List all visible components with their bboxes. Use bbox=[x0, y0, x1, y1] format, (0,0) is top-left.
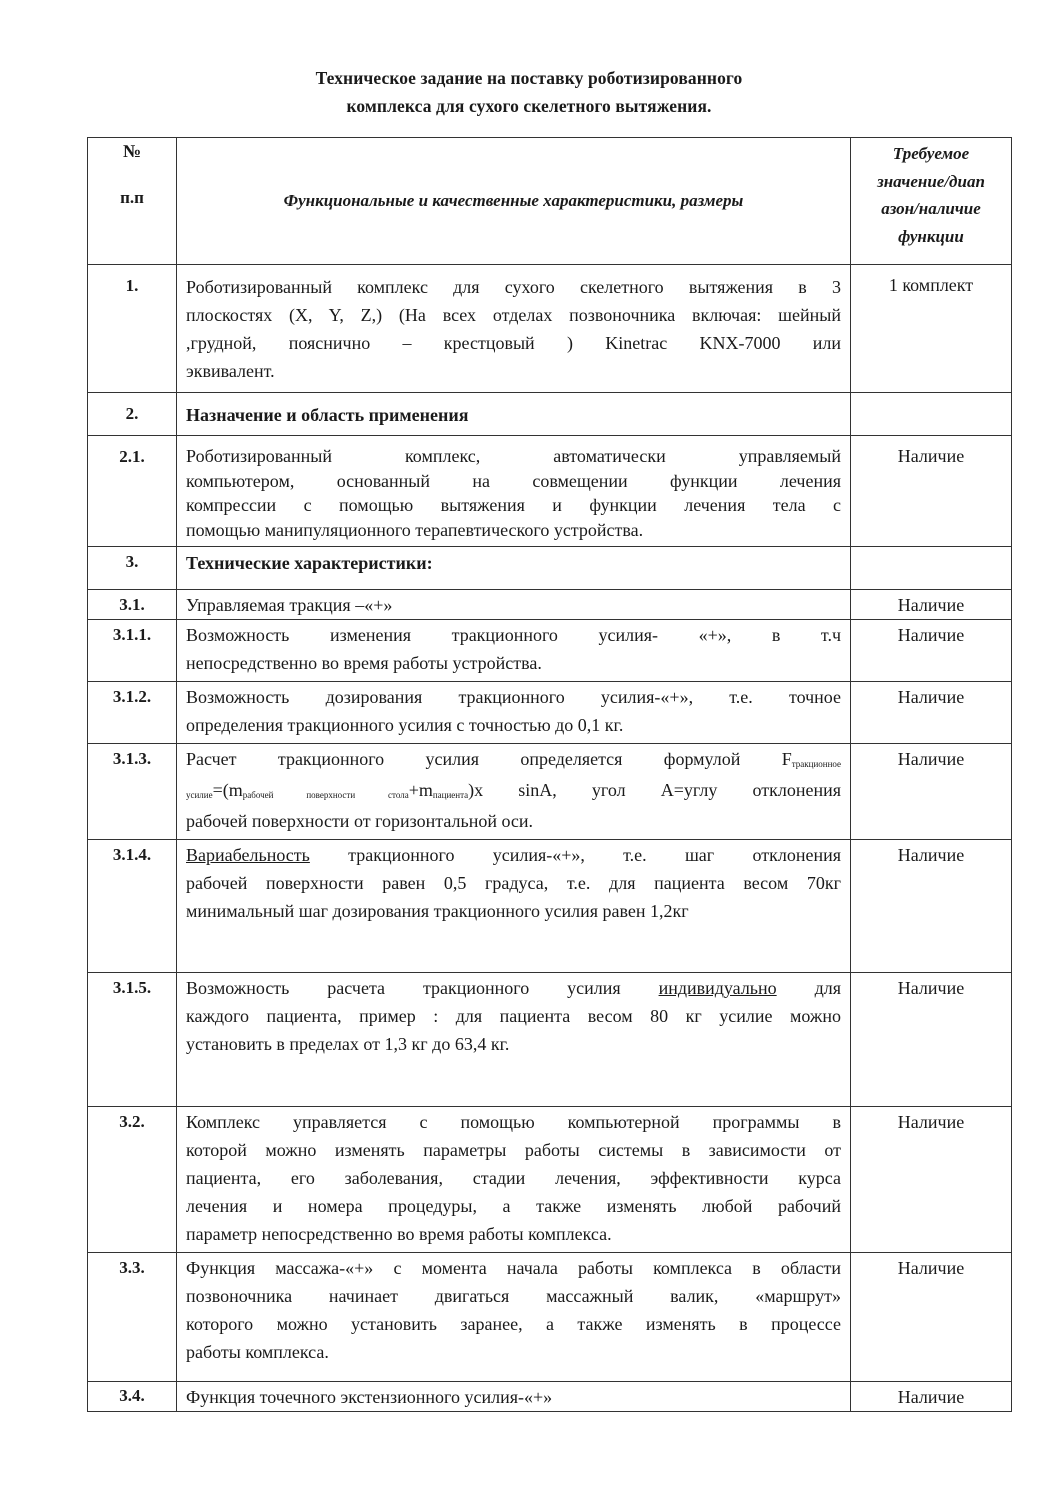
row-number: 3.1.3. bbox=[88, 744, 177, 840]
table-row bbox=[88, 1107, 1012, 1253]
row-description: Роботизированный комплекс для сухого скелетного вытяжения в 3 плоскостях (X, Y, Z,) (На всех отделах позвоночника включая: шейный ,грудной, пояснично – крестцовый ) Kinetrac KNX-7000 или эквивалент. bbox=[177, 265, 851, 393]
row-description-formula: Расчет тракционного усилия определяется формулой Fтракционное усилие=(mрабочей поверхности стола+mпациента)x sinA, угол А=углу отклонения рабочей поверхности от горизонтальной оси. bbox=[177, 744, 851, 840]
row-value bbox=[851, 547, 1012, 590]
row-description: Комплекс управляется с помощью компьютерной программы в которой можно изменять параметры работы системы в зависимости от пациента, его заболевания, стадии лечения, эффективности курса лечения и номера процедуры, а также изменять любой рабочий параметр непосредственно во время работы комплекса. bbox=[177, 1107, 851, 1253]
table-row bbox=[88, 265, 1012, 393]
row-number: 3.1.4. bbox=[88, 840, 177, 973]
table-row bbox=[88, 1382, 1012, 1412]
row-description: Функция точечного экстензионного усилия-«+» bbox=[177, 1382, 851, 1412]
header-description: Функциональные и качественные характеристики, размеры bbox=[177, 138, 851, 265]
row-number: 3.1.5. bbox=[88, 973, 177, 1107]
table-row-section bbox=[88, 393, 1012, 436]
row-description: Вариабельность тракционного усилия-«+», т.е. шаг отклонения рабочей поверхности равен 0,5 градуса, т.е. для пациента весом 70кг минимальный шаг дозирования тракционного усилия равен 1,2кг bbox=[177, 840, 851, 973]
row-value bbox=[851, 393, 1012, 436]
row-value: Наличие bbox=[851, 620, 1012, 682]
title-line-2: комплекса для сухого скелетного вытяжения. bbox=[346, 96, 712, 116]
row-value: Наличие bbox=[851, 1253, 1012, 1382]
row-number: 2. bbox=[88, 393, 177, 436]
row-number: 3.1.2. bbox=[88, 682, 177, 744]
row-value: Наличие bbox=[851, 682, 1012, 744]
underlined-term: индивидуально bbox=[658, 978, 777, 998]
row-value: Наличие bbox=[851, 436, 1012, 547]
table-header-row bbox=[88, 138, 1012, 265]
row-value: Наличие bbox=[851, 744, 1012, 840]
row-description: Функция массажа-«+» с момента начала работы комплекса в области позвоночника начинает двигаться массажный валик, «маршрут» которого можно установить заранее, а также изменять в процессе работы комплекса. bbox=[177, 1253, 851, 1382]
section-heading: Назначение и область применения bbox=[177, 393, 851, 436]
row-description: Возможность изменения тракционного усилия- «+», в т.ч непосредственно во время работы устройства. bbox=[177, 620, 851, 682]
row-description: Управляемая тракция –«+» bbox=[177, 590, 851, 620]
document-title bbox=[0, 64, 1058, 120]
row-value: Наличие bbox=[851, 590, 1012, 620]
table-row bbox=[88, 744, 1012, 840]
title-line-1: Техническое задание на поставку роботизированного bbox=[315, 68, 743, 88]
table-row bbox=[88, 682, 1012, 744]
row-number: 3.3. bbox=[88, 1253, 177, 1382]
section-heading: Технические характеристики: bbox=[177, 547, 851, 590]
row-number: 3.2. bbox=[88, 1107, 177, 1253]
row-value: Наличие bbox=[851, 1107, 1012, 1253]
row-number: 3.1.1. bbox=[88, 620, 177, 682]
row-value: 1 комплект bbox=[851, 265, 1012, 393]
table-row bbox=[88, 590, 1012, 620]
table-row bbox=[88, 1253, 1012, 1382]
row-value: Наличие bbox=[851, 840, 1012, 973]
underlined-term: Вариабельность bbox=[186, 845, 310, 865]
row-description: Возможность дозирования тракционного усилия-«+», т.е. точное определения тракционного усилия с точностью до 0,1 кг. bbox=[177, 682, 851, 744]
table-row-section bbox=[88, 547, 1012, 590]
table-row bbox=[88, 973, 1012, 1107]
table-row bbox=[88, 436, 1012, 547]
row-number: 2.1. bbox=[88, 436, 177, 547]
row-value: Наличие bbox=[851, 1382, 1012, 1412]
row-number: 3. bbox=[88, 547, 177, 590]
table-row bbox=[88, 840, 1012, 973]
header-number: № п.п bbox=[88, 138, 177, 265]
row-value: Наличие bbox=[851, 973, 1012, 1107]
table-row bbox=[88, 620, 1012, 682]
row-number: 3.4. bbox=[88, 1382, 177, 1412]
row-number: 1. bbox=[88, 265, 177, 393]
row-number: 3.1. bbox=[88, 590, 177, 620]
header-value: Требуемое значение/диап азон/наличие функции bbox=[851, 138, 1012, 265]
row-description: Роботизированный комплекс, автоматически управляемый компьютером, основанный на совмещении функции лечения компрессии с помощью вытяжения и функции лечения тела с помощью манипуляционного терапевтического устройства. bbox=[177, 436, 851, 547]
row-description: Возможность расчета тракционного усилия индивидуально для каждого пациента, пример : для пациента весом 80 кг усилие можно установить в пределах от 1,3 кг до 63,4 кг. bbox=[177, 973, 851, 1107]
specification-table bbox=[87, 137, 1012, 1412]
